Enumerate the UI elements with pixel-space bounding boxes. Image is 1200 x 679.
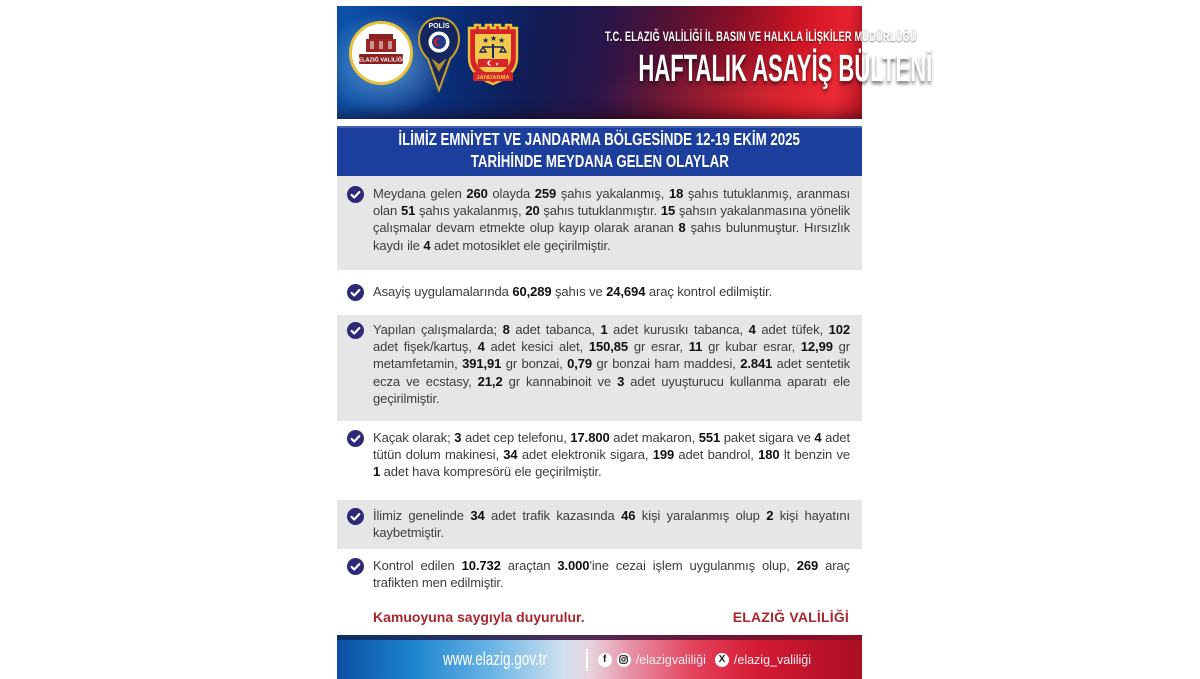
- agency-line: T.C. ELAZIĞ VALİLİĞİ İL BASIN VE HALKLA İLİŞKİLER MÜDÜRLÜĞÜ: [605, 29, 917, 44]
- period-banner-line2: TARİHİNDE MEYDANA GELEN OLAYLAR: [470, 151, 729, 171]
- footer-band: [337, 635, 862, 679]
- svg-text:ELAZIĞ VALİLİĞİ: ELAZIĞ VALİLİĞİ: [358, 57, 404, 64]
- check-icon: [347, 508, 364, 530]
- check-icon: [347, 322, 364, 344]
- bulletin-list: [337, 176, 862, 637]
- social-links: [598, 653, 815, 667]
- bulletin-item: [337, 315, 862, 421]
- bulletin-text: Yapılan çalışmalarda; 8 adet tabanca, 1 adet kurusıkı tabanca, 4 adet tüfek, 102 adet fişek/kartuş, 4 adet kesici alet, 150,85 gr esrar, 11 gr kubar esrar, 12,99 gr metamfetamin, 391,91 gr bonzai, 0,79 gr bonzai ham maddesi, 2.841 adet sentetik ecza ve ecstasy, 21,2 gr kannabinoit ve 3 adet uyuşturucu kullanma aparatı ele geçirilmiştir.: [373, 322, 851, 406]
- closing-signature: ELAZIĞ VALİLİĞİ: [732, 609, 849, 625]
- footer-divider: [586, 649, 588, 671]
- bulletin-card: [337, 0, 933, 679]
- bulletin-item: [337, 500, 862, 549]
- bulletin-item: [337, 270, 862, 315]
- elazig-valiligi-seal-logo: [349, 21, 413, 85]
- bulletin-item: [337, 421, 862, 500]
- bulletin-text: Asayiş uygulamalarında 60,289 şahıs ve 24,694 araç kontrol edilmiştir.: [373, 284, 773, 299]
- polis-emblem-logo: [417, 16, 461, 94]
- check-icon: [347, 430, 364, 452]
- closing-line: [337, 607, 862, 637]
- svg-text:POLİS: POLİS: [428, 23, 450, 30]
- svg-text:★: ★: [490, 34, 498, 43]
- period-banner: [337, 126, 862, 176]
- svg-text:★: ★: [495, 61, 500, 67]
- check-icon: [347, 186, 364, 208]
- bulletin-item: [337, 549, 862, 607]
- check-icon: [347, 284, 364, 306]
- bulletin-title: HAFTALIK ASAYİŞ BÜLTENİ: [638, 48, 933, 90]
- bulletin-text: Kaçak olarak; 3 adet cep telefonu, 17.800 adet makaron, 551 paket sigara ve 4 adet tütün dolum makinesi, 34 adet elektronik sigara, 199 adet bandrol, 180 lt benzin ve 1 adet hava kompresörü ele geçirilmiştir.: [373, 430, 851, 480]
- jandarma-emblem-logo: [465, 22, 521, 88]
- bulletin-text: Meydana gelen 260 olayda 259 şahıs yakalanmış, 18 şahıs tutuklanmış, aranması olan 51 şahıs yakalanmış, 20 şahıs tutuklanmıştır. 15 şahsın yakalanmasına yönelik çalışmalar devam etmekte olup kayıp olarak aranan 8 şahıs bulunmuştur. Hırsızlık kaydı ile 4 adet motosiklet ele geçirilmiştir.: [373, 186, 850, 253]
- website-url: www.elazig.gov.tr: [443, 649, 548, 669]
- facebook-icon: f: [598, 653, 612, 667]
- bulletin-item: [337, 176, 862, 270]
- period-banner-line1: İLİMİZ EMNİYET VE JANDARMA BÖLGESİNDE 12-19 EKİM 2025: [398, 129, 801, 149]
- header-band: [337, 6, 933, 119]
- closing-left-text: Kamuoyuna saygıyla duyurulur.: [373, 609, 585, 625]
- social-handle-1: /elazigvaliliği: [635, 652, 706, 667]
- bulletin-text: İlimiz genelinde 34 adet trafik kazasında 46 kişi yaralanmış olup 2 kişi hayatını kaybetmiştir.: [373, 508, 850, 541]
- bulletin-text: Kontrol edilen 10.732 araçtan 3.000'ine cezai işlem uygulanmış olup, 269 araç trafikten men edilmiştir.: [373, 558, 850, 591]
- footer-content: [337, 640, 862, 679]
- svg-text:★: ★: [498, 36, 506, 45]
- instagram-icon: [617, 653, 631, 667]
- check-icon: [347, 558, 364, 580]
- svg-text:★: ★: [482, 36, 490, 45]
- social-handle-2: /elazig_valiliği: [733, 652, 812, 667]
- svg-text:JANDARMA: JANDARMA: [476, 74, 510, 81]
- x-icon: X: [715, 653, 729, 667]
